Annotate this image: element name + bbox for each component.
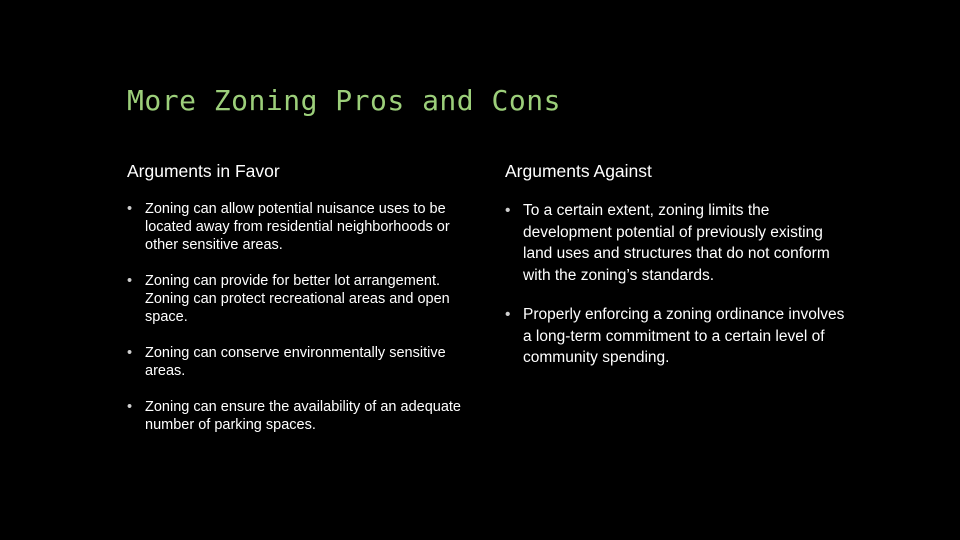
list-item [127,272,467,326]
list-item-text: To a certain extent, zoning limits the development potential of previously existing land uses and structures that do not conform with the zoning’s standards. [523,202,830,284]
favor-heading: Arguments in Favor [127,161,280,181]
bullet-icon: • [505,306,511,323]
list-item [505,200,845,286]
list-item-text: Zoning can allow potential nuisance uses to be located away from residential neighborhoods or other sensitive areas. [145,201,450,253]
list-item-text: Zoning can conserve environmentally sensitive areas. [145,345,446,379]
bullet-icon: • [127,201,133,217]
list-item [127,200,467,254]
list-item-text: Zoning can provide for better lot arrangement. Zoning can protect recreational areas and open space. [145,273,450,325]
list-item-text: Zoning can ensure the availability of an adequate number of parking spaces. [145,399,461,433]
favor-list [127,200,467,434]
list-item-text: Properly enforcing a zoning ordinance involves a long-term commitment to a certain level of community spending. [523,306,845,366]
against-list [505,200,845,369]
favor-column [127,160,467,452]
slide-title: More Zoning Pros and Cons [127,84,561,117]
list-item [127,344,467,380]
bullet-icon: • [127,273,133,289]
bullet-icon: • [127,399,133,415]
list-item [127,398,467,434]
bullet-icon: • [127,345,133,361]
against-heading: Arguments Against [505,161,652,181]
against-column [505,160,845,387]
list-item [505,304,845,369]
bullet-icon: • [505,202,511,219]
